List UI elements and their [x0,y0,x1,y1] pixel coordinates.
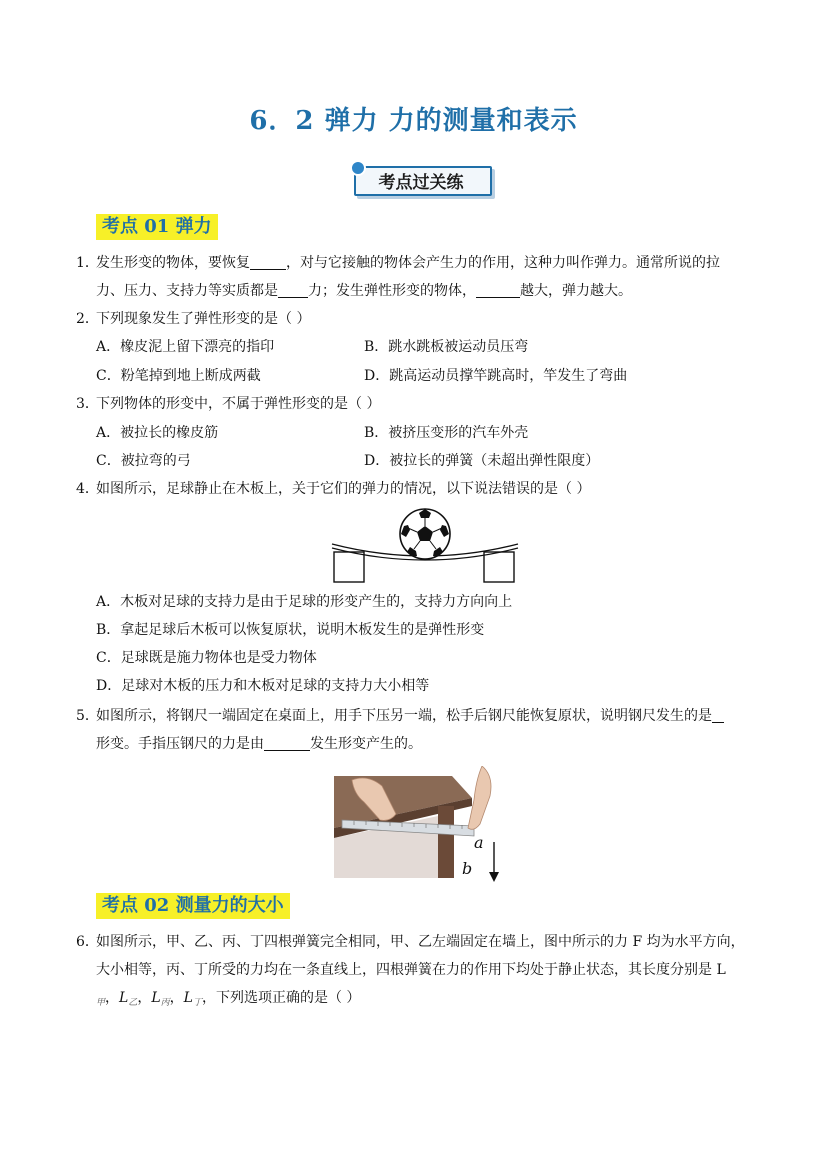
q5-text-2b: 发生形变产生的。 [310,736,422,752]
option-b: B．拿起足球后木板可以恢复原状，说明木板发生的是弹性形变 [96,622,485,638]
steel-ruler-figure [334,766,504,886]
answer-blank [476,281,520,298]
option-c: C．被拉弯的弓 [96,453,191,469]
label-b: b [462,859,473,878]
question-stem: 如图所示，足球静止在木板上，关于它们的弹力的情况，以下说法错误的是（ ） [96,481,591,497]
option-a: A．被拉长的橡皮筋 [96,425,219,441]
right-support-block [484,552,514,582]
subscript-bing: 丙 [160,998,170,1008]
option-d: D．跳高运动员撑竿跳高时，竿发生了弯曲 [364,368,628,384]
q1-text-2a: 力、压力、支持力等实质都是 [96,283,278,299]
option-c: C．足球既是施力物体也是受力物体 [96,650,317,666]
q1-text-1a: 发生形变的物体，要恢复 [96,255,250,271]
section-heading-2: 考点 02 测量力的大小 [96,893,290,919]
page-title: 6．2 弹力 力的测量和表示 [249,106,578,136]
answer-blank [250,253,286,270]
question-number: 1． [76,255,99,271]
option-a: A．木板对足球的支持力是由于足球的形变产生的，支持力方向向上 [96,594,513,610]
q6-text-1: 如图所示，甲、乙、丙、丁四根弹簧完全相同，甲、乙左端固定在墙上，图中所示的力 F 均为水平方向， [96,934,745,950]
question-number: 6． [76,934,99,950]
left-support-block [334,552,364,582]
banner-label: 考点过关练 [378,173,464,193]
q6-text-2: 大小相等，丙、丁所受的力均在一条直线上，四根弹簧在力的作用下均处于静止状态，其长度分别是 L [96,962,726,978]
option-b: B．跳水跳板被运动员压弯 [364,339,529,355]
subscript-yi: 乙 [128,998,138,1008]
option-c: C．粉笔掉到地上断成两截 [96,368,261,384]
answer-blank [278,281,308,298]
answer-blank [712,706,724,723]
question-stem: 下列物体的形变中，不属于弹性形变的是（ ） [96,396,381,412]
option-d: D．足球对木板的压力和木板对足球的支持力大小相等 [96,678,430,694]
q1-text-1b: ，对与它接触的物体会产生力的作用，这种力叫作弹力。通常所说的拉 [286,255,720,271]
q6-text-tail: ，下列选项正确的是（ ） [201,990,361,1006]
q5-text-1: 如图所示，将钢尺一端固定在桌面上，用手下压另一端，松手后钢尺能恢复原状，说明钢尺发生的是 [96,708,712,724]
section-banner [350,160,492,194]
label-a: a [474,833,484,852]
section-heading-1: 考点 01 弹力 [96,214,218,240]
subscript-ding: 丁 [192,998,202,1008]
question-number: 5． [76,708,99,724]
worksheet-page: 6．2 弹力 力的测量和表示 考点过关练 考点 01 弹力 1． 发生形变的物体，要恢复 ，对与它接触的物体会产生力的作用，这种力叫作弹力。通常所说的拉 力、压力、支持力等实质都是 力；发生弹性形变的物体， 越大，弹力越大。 2． 下列现象发生了弹性形变的是（ ） A．橡皮泥上留下漂亮的指印 B．跳水跳板被运动员压弯 C．粉笔掉到地上断成两截 D．跳高运动员撑竿跳高时，竿发生了弯曲 3． 下列物体的形变中，不属于弹性形变的是（ ） A．被拉长的橡皮筋 B．被挤压变形的汽车外壳 C．被拉弯的弓 D．被拉长的弹簧（未超出弹性限度） 4． 如图所示，足球静止在木板上，关于它们的弹力的情况，以下说法错误的是（ ） A．木板对足球的支持力是由于足球的形变产生的，支持力方向向上 B．拿起足球后木板可以恢复原状，说明木板发生的是弹性形变 C．足球既是施力物体也是受力物体 D．足球对木板的压力和木板对足球的支持力大小相等 5． 如图所示，将钢尺一端固定在桌面上，用手下压另一端，松手后钢尺能恢复原状，说明钢尺发生的是 形变。手指压钢尺的力是由 发生形变产生的。 a b 考点 02 测量力的大小 6． 如图所示，甲、乙、丙、丁四根弹簧完全相同，甲、乙左端固定在墙上，图中所示的力 F 均为水平方向， 大小相等，丙、丁所受的力均在一条直线上，四根弹簧在力的作用下均处于静止状态，其长度分别是 L $_甲$，$L_乙$，$L_丙$，$L_丁$，下列选项正确的是（ ） [0,0,827,1169]
subscript-jia: 甲 [96,998,106,1008]
option-d: D．被拉长的弹簧（未超出弹性限度） [364,453,600,469]
football-icon [400,509,450,559]
football-on-board-figure [330,506,520,586]
answer-blank [264,734,310,751]
option-b: B．被挤压变形的汽车外壳 [364,425,529,441]
q1-text-2b: 力；发生弹性形变的物体， [308,283,476,299]
option-a: A．橡皮泥上留下漂亮的指印 [96,339,275,355]
question-number: 3． [76,396,99,412]
q5-text-2a: 形变。手指压钢尺的力是由 [96,736,264,752]
question-stem: 下列现象发生了弹性形变的是（ ） [96,311,311,327]
q1-text-2c: 越大，弹力越大。 [520,283,632,299]
question-number: 2． [76,311,99,327]
question-number: 4． [76,481,99,497]
table-leg [438,806,454,878]
